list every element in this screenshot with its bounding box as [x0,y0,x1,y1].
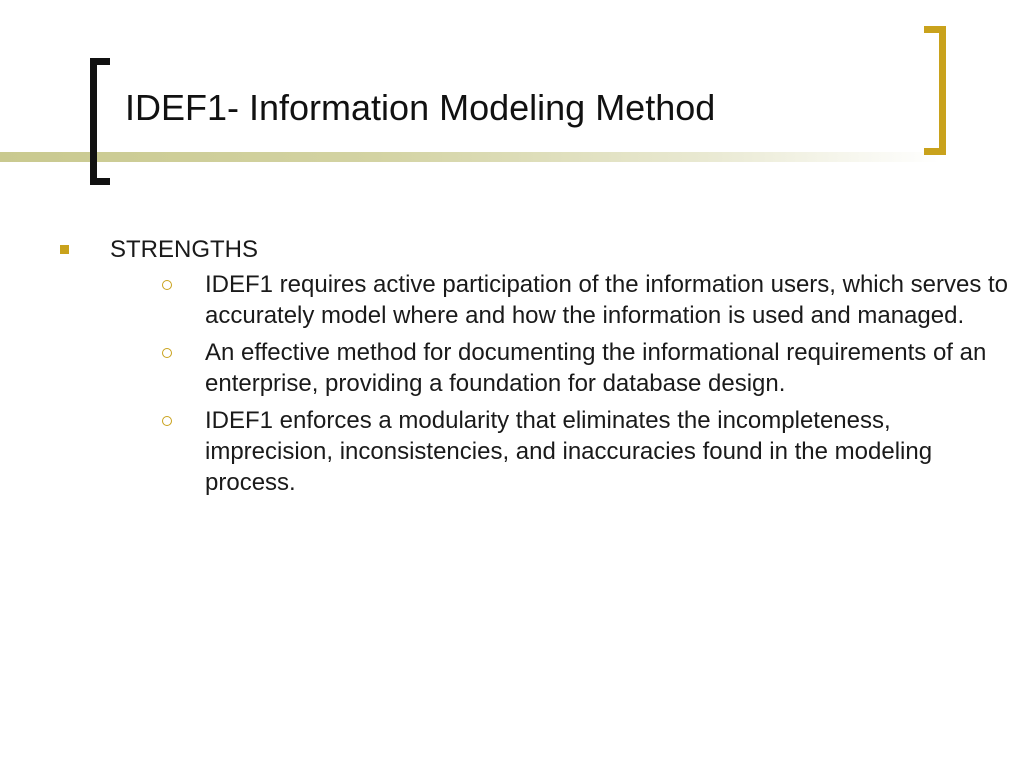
sub-bullet-list [110,269,1015,498]
slide-title: IDEF1- Information Modeling Method [125,87,716,128]
slide-body [60,234,1009,498]
sub-bullet-item [110,269,1015,331]
sub-bullet-item [110,405,1015,498]
circle-bullet-icon [162,416,172,426]
left-bracket-decoration [90,58,110,185]
sub-bullet-item [110,337,1015,399]
sub-bullet-text: IDEF1 requires active participation of the information users, which serves to accurately model where and how the information is used and managed. [205,271,1009,329]
bullet-label: STRENGTHS [110,236,259,263]
square-bullet-icon [60,245,69,254]
title-underline-band [0,152,940,162]
bullet-item-strengths [60,234,1009,498]
right-bracket-decoration [924,26,946,155]
sub-bullet-text: IDEF1 enforces a modularity that eliminates the incompleteness, imprecision, inconsistencies, and inaccuracies found in the modeling process. [205,407,933,496]
circle-bullet-icon [162,348,172,358]
circle-bullet-icon [162,280,172,290]
sub-bullet-text: An effective method for documenting the informational requirements of an enterprise, providing a foundation for database design. [205,339,987,397]
